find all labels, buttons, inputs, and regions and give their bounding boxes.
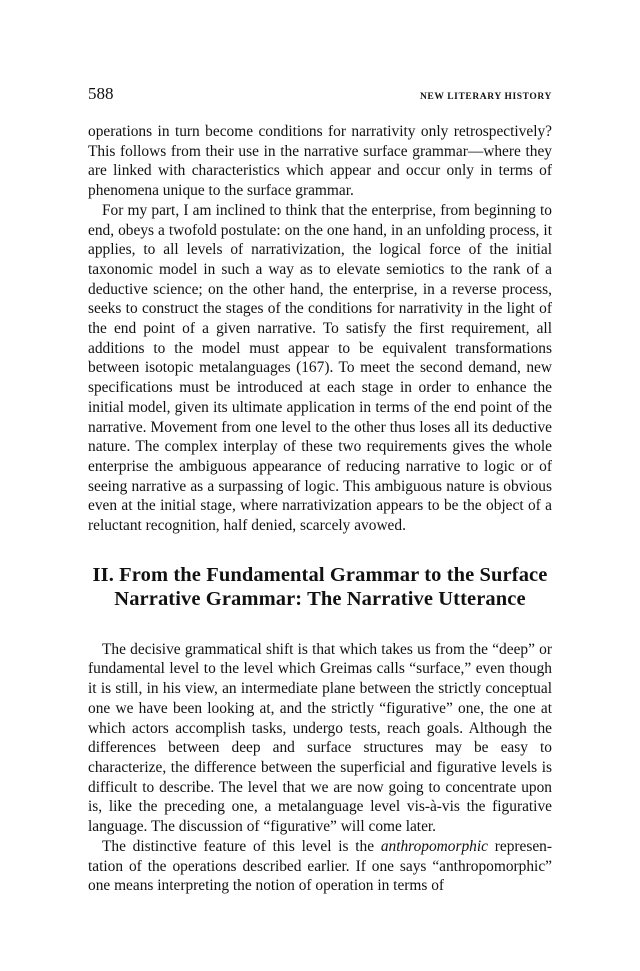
section-heading-line-1: II. From the Fundamental Grammar to the Surface bbox=[92, 563, 548, 586]
paragraph-grammatical-shift: The decisive grammatical shift is that which takes us from the “deep” or fundamental level to the level which Greimas calls “surface,” even though it is still, in his view, an intermediate plane between the strictly conceptual one we have been looking at, and the strictly “figurative” one, the one at which actors accomplish tasks, undergo tests, reach goals. Although the differences between deep and surface structures may be easy to characterize, the difference between the superficial and figurative levels is difficult to describe. The level that we are now going to concentrate upon is, like the preceding one, a metalanguage level vis-à-vis the figurative language. The discussion of “figurative” will come later. bbox=[88, 640, 552, 836]
body-text bbox=[88, 122, 552, 896]
paragraph-twofold-postulate: For my part, I am inclined to think that the enterprise, from beginning to end, obeys a twofold postulate: on the one hand, in an unfolding process, it applies, to all levels of narrativization, the logical force of the initial taxonomic model in such a way as to elevate semiotics to the rank of a deductive science; on the other hand, the enterprise, in a reverse process, seeks to construct the stages of the conditions for narrativity in the light of the end point of a given narrative. To satisfy the first requirement, all additions to the model must appear to be equivalent transformations between isotopic metalanguages (167). To meet the second demand, new specifications must be introduced at each stage in order to enhance the initial model, given its ultimate application in terms of the end point of the narrative. Movement from one level to the other thus loses all its deductive nature. The complex interplay of these two requirements gives the whole enterprise the ambiguous appearance of reducing narrative to logic or of seeing narrative as a surpassing of logic. This ambiguous nature is obvious even at the initial stage, where narrativization appears to be the object of a reluctant recognition, half denied, scarcely avowed. bbox=[88, 201, 552, 535]
page-number: 588 bbox=[88, 84, 114, 103]
italic-term: anthropomorphic bbox=[380, 837, 488, 855]
paragraph-anthropomorphic bbox=[88, 837, 552, 896]
running-head: NEW LITERARY HISTORY bbox=[419, 92, 552, 102]
paragraph-continued: operations in turn become conditions for narrativity only retrospectively? This follows from their use in the narrative surface grammar—where they are linked with characteristics which appear and occur only in terms of phenomena unique to the surface grammar. bbox=[88, 123, 552, 200]
section-heading bbox=[88, 563, 552, 611]
journal-page bbox=[88, 84, 552, 896]
page-header bbox=[88, 84, 552, 106]
paragraph-anthropomorphic-end: representation of the operations described earlier. If one says “anthropomorphic” one means interpreting the notion of operation in terms of bbox=[88, 837, 552, 895]
paragraph-anthropomorphic-start: The distinctive feature of this level is the bbox=[102, 837, 381, 855]
section-heading-line-2: Narrative Grammar: The Narrative Utterance bbox=[114, 587, 526, 610]
